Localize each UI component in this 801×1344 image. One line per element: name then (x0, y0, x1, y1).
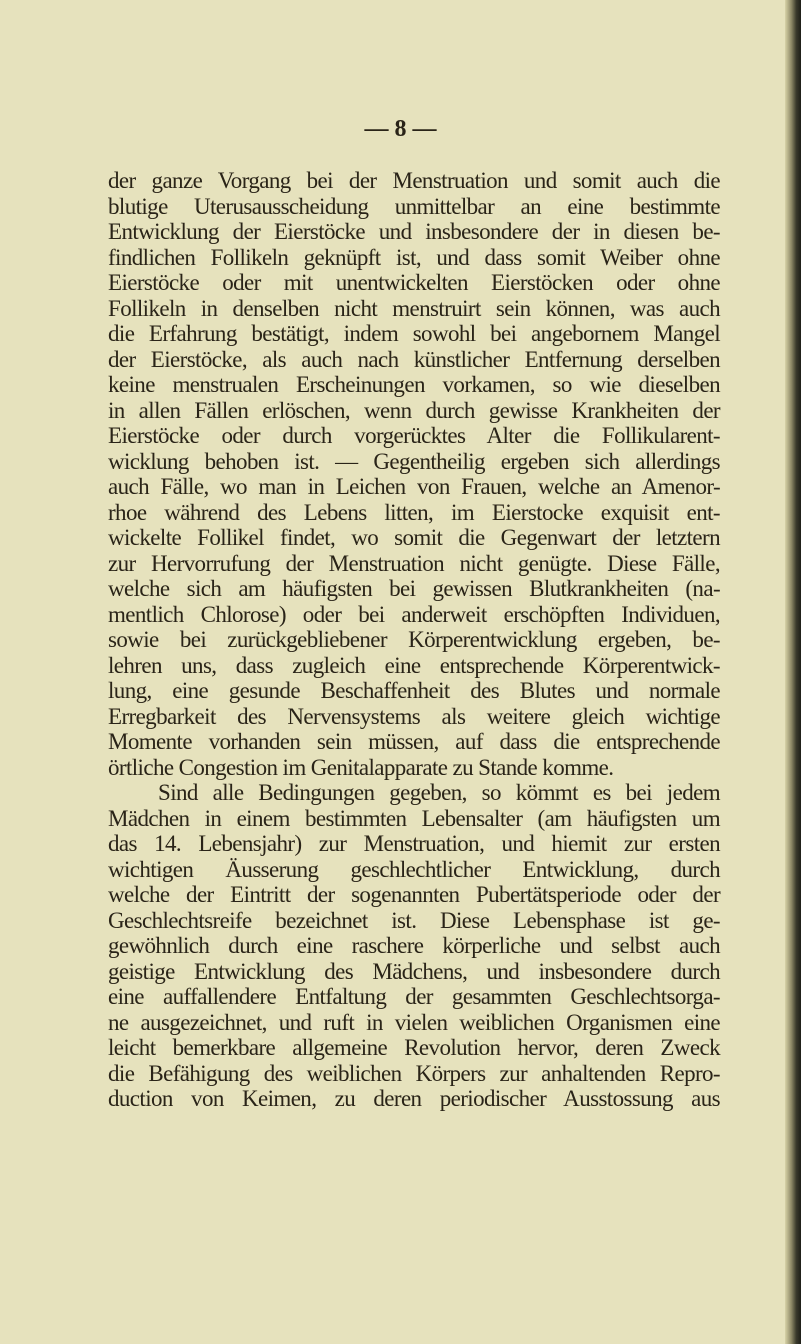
text-line: lehren uns, dass zugleich eine entsprechende Körperentwick- (108, 652, 720, 678)
text-line: wicklung behoben ist. — Gegentheilig ergeben sich allerdings (108, 448, 720, 474)
text-line: duction von Keimen, zu deren periodischer Ausstossung aus (108, 1086, 720, 1111)
text-line: Erregbarkeit des Nervensystems als weitere gleich wichtige (108, 703, 720, 729)
text-line: in allen Fällen erlöschen, wenn durch gewisse Krankheiten der (108, 397, 720, 423)
text-line: Momente vorhanden sein müssen, auf dass die entsprechende (108, 729, 720, 754)
text-line: blutige Uterusausscheidung unmittelbar an eine bestimmte (108, 193, 720, 219)
text-line: ne ausgezeichnet, und ruft in vielen weiblichen Organismen eine (108, 1009, 720, 1035)
text-line: wickelte Follikel findet, wo somit die Gegenwart der letztern (108, 525, 720, 550)
text-line: leicht bemerkbare allgemeine Revolution hervor, deren Zweck (108, 1035, 720, 1060)
text-line: örtliche Congestion im Genitalapparate zu Stande komme. (108, 754, 614, 780)
text-line: wichtigen Äusserung geschlechtlicher Entwicklung, durch (108, 856, 720, 882)
text-line: zur Hervorrufung der Menstruation nicht genügte. Diese Fälle, (108, 550, 720, 576)
text-line: der Eierstöcke, als auch nach künstlicher Entfernung derselben (108, 346, 720, 372)
text-line: die Erfahrung bestätigt, indem sowohl bei angebornem Mangel (108, 321, 720, 346)
text-line: der ganze Vorgang bei der Menstruation und somit auch die (108, 168, 720, 193)
body-text (108, 168, 720, 1112)
text-line: auch Fälle, wo man in Leichen von Frauen, welche an Amenor- (108, 474, 720, 499)
text-line: Follikeln in denselben nicht menstruirt sein können, was auch (108, 295, 720, 321)
text-line: welche sich am häufigsten bei gewissen Blutkrankheiten (na- (108, 576, 720, 601)
text-line: mentlich Chlorose) oder bei anderweit erschöpften Individuen, (108, 601, 720, 627)
text-line: gewöhnlich durch eine raschere körperliche und selbst auch (108, 933, 720, 958)
text-line: keine menstrualen Erscheinungen vorkamen, so wie dieselben (108, 372, 720, 397)
text-line: welche der Eintritt der sogenannten Pubertätsperiode oder der (108, 882, 720, 907)
text-line: findlichen Follikeln geknüpft ist, und dass somit Weiber ohne (108, 244, 720, 270)
text-line: sowie bei zurückgebliebener Körperentwicklung ergeben, be- (108, 627, 720, 652)
text-line: Entwicklung der Eierstöcke und insbesondere der in diesen be- (108, 219, 720, 244)
page-number: — 8 — (364, 116, 437, 142)
text-line: lung, eine gesunde Beschaffenheit des Blutes und normale (108, 678, 720, 703)
text-line: Eierstöcke oder durch vorgerücktes Alter die Follikularent- (108, 423, 720, 448)
text-line: eine auffallendere Entfaltung der gesammten Geschlechtsorga- (108, 984, 720, 1009)
text-line: das 14. Lebensjahr) zur Menstruation, und hiemit zur ersten (108, 831, 720, 856)
text-line: geistige Entwicklung des Mädchens, und insbesondere durch (108, 958, 720, 984)
text-line: Geschlechtsreife bezeichnet ist. Diese Lebensphase ist ge- (108, 907, 720, 933)
text-line: rhoe während des Lebens litten, im Eierstocke exquisit ent- (108, 499, 720, 525)
text-line: Eierstöcke oder mit unentwickelten Eierstöcken oder ohne (108, 270, 720, 295)
text-line: die Befähigung des weiblichen Körpers zur anhaltenden Repro- (108, 1060, 720, 1086)
page-edge-shadow (785, 0, 801, 1344)
text-line: Sind alle Bedingungen gegeben, so kömmt es bei jedem (158, 780, 720, 805)
text-line: Mädchen in einem bestimmten Lebensalter (am häufigsten um (108, 805, 720, 831)
